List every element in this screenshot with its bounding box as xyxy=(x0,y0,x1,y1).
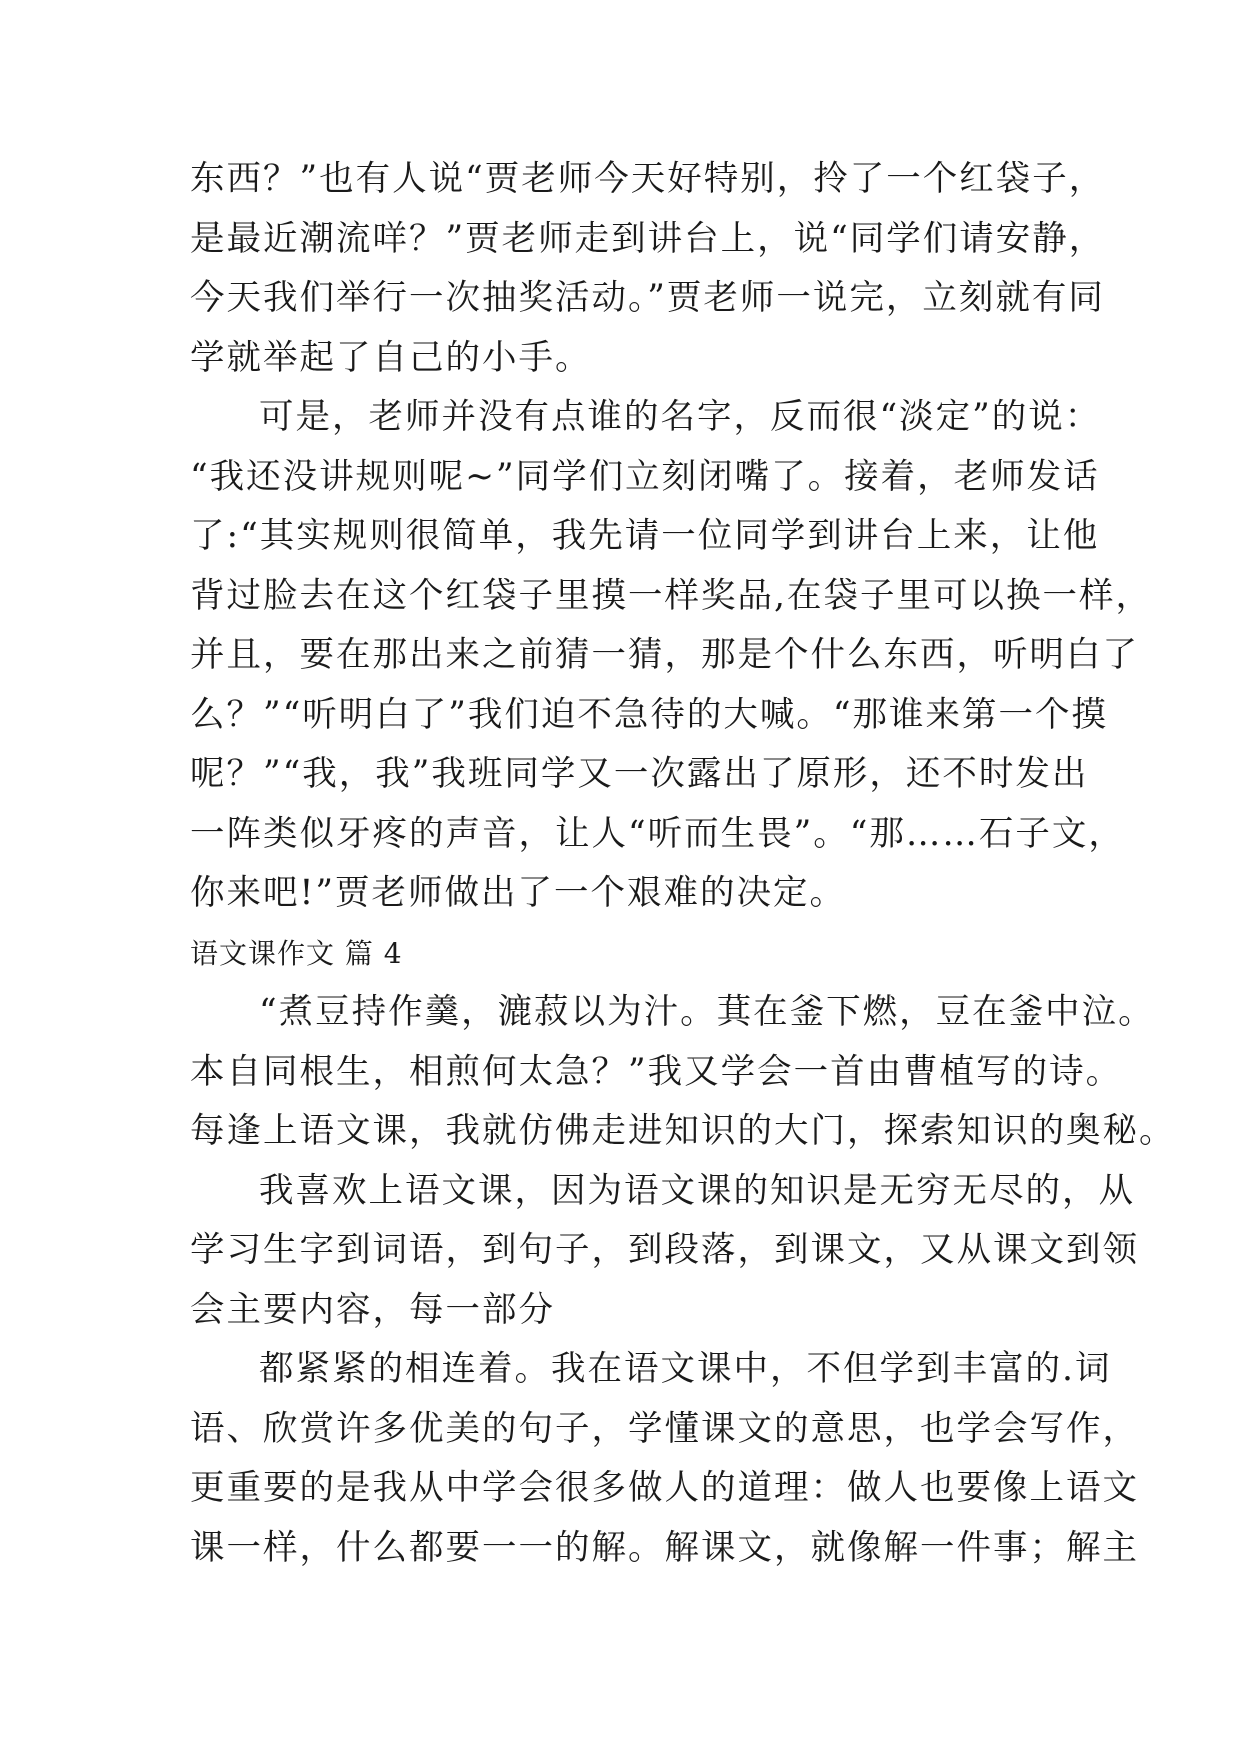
text-line: 背过脸去在这个红袋子里摸一样奖品,在袋子里可以换一样， xyxy=(190,575,1152,616)
text-line: “我还没讲规则呢~”同学们立刻闭嘴了。接着，老师发话 xyxy=(190,456,1100,497)
text-line: 是最近潮流咩？”贾老师走到讲台上，说“同学们请安静， xyxy=(190,218,1106,259)
paragraph-2 xyxy=(190,388,1152,924)
text-line: “煮豆持作羹，漉菽以为汁。萁在釜下燃，豆在釜中泣。 xyxy=(259,992,1155,1032)
text-line: 语、欣赏许多优美的句子，学懂课文的意思，也学会写作， xyxy=(190,1408,1139,1449)
text-line: 都紧紧的相连着。我在语文课中，不但学到丰富的.词 xyxy=(259,1349,1112,1389)
text-line: 我喜欢上语文课，因为语文课的知识是无穷无尽的，从 xyxy=(259,1170,1135,1211)
text-line: 学习生字到词语，到句子，到段落，到课文，又从课文到领 xyxy=(190,1230,1139,1270)
text-line: 学就举起了自己的小手。 xyxy=(190,337,592,378)
text-line: 呢？”“我，我”我班同学又一次露出了原形，还不时发出 xyxy=(190,754,1089,794)
text-line: 会主要内容，每一部分 xyxy=(190,1289,555,1330)
text-line: 你来吧!”贾老师做出了一个艰难的决定。 xyxy=(190,873,846,913)
text-line: 课一样，什么都要一一的解。解课文，就像解一件事；解主 xyxy=(190,1527,1139,1568)
section-heading: 语文课作文 篇 4 xyxy=(190,936,403,970)
text-line: 么？”“听明白了”我们迫不急待的大喊。“那谁来第一个摸 xyxy=(190,694,1109,735)
text-line: 一阵类似牙疼的声音，让人“听而生畏”。“那……石子文， xyxy=(190,813,1125,854)
paragraph-5 xyxy=(190,1340,1139,1578)
paragraph-4 xyxy=(190,1162,1139,1341)
paragraph-3 xyxy=(190,983,1176,1162)
text-line: 今天我们举行一次抽奖活动。”贾老师一说完，立刻就有同 xyxy=(190,278,1105,318)
text-line: 并且，要在那出来之前猜一猜，那是个什么东西，听明白了 xyxy=(190,635,1139,675)
text-line: 更重要的是我从中学会很多做人的道理：做人也要像上语文 xyxy=(190,1468,1139,1508)
text-line: 可是，老师并没有点谁的名字，反而很“淡定”的说： xyxy=(259,397,1102,437)
text-line: 本自同根生，相煎何太急？”我又学会一首由曹植写的诗。 xyxy=(190,1051,1123,1092)
document-page xyxy=(190,150,1176,1578)
text-line: 东西？”也有人说“贾老师今天好特别，拎了一个红袋子， xyxy=(190,159,1106,199)
paragraph-1 xyxy=(190,150,1106,388)
text-line: 每逢上语文课，我就仿佛走进知识的大门，探索知识的奥秘。 xyxy=(190,1111,1176,1151)
text-line: 了:“其实规则很简单，我先请一位同学到讲台上来，让他 xyxy=(190,516,1100,556)
